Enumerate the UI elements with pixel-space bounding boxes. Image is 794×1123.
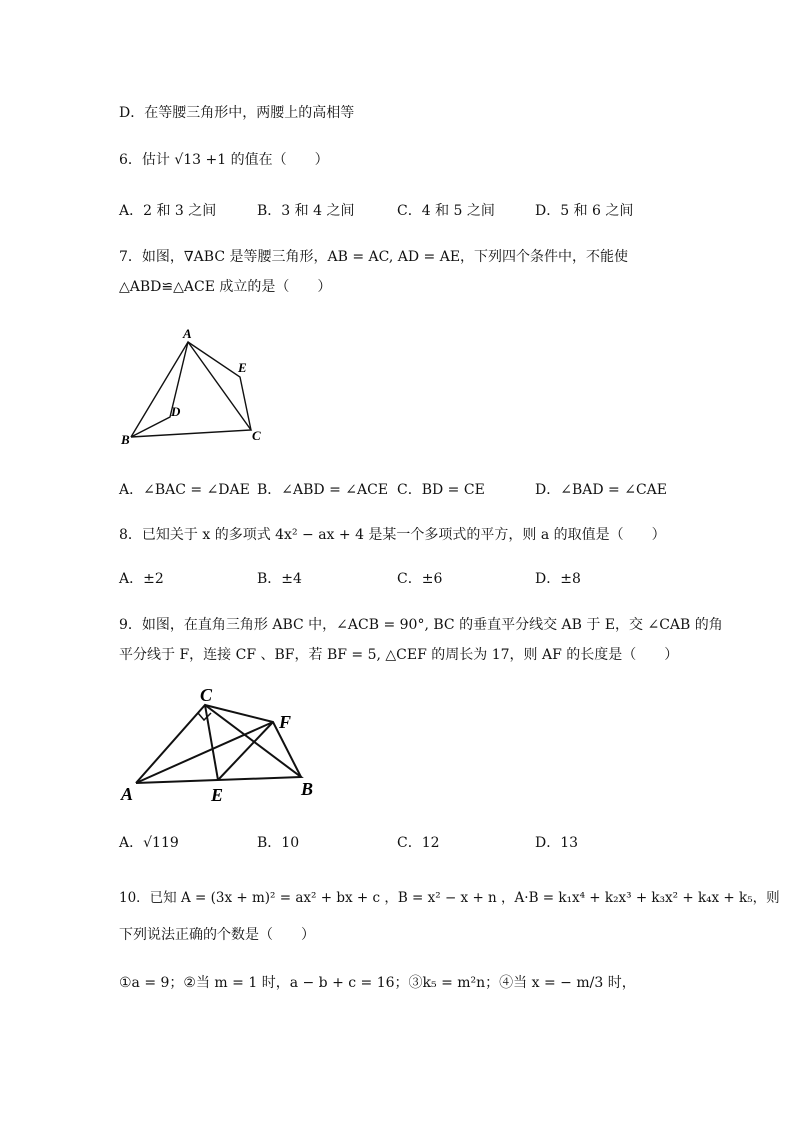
question-10-stem-line3: ①a = 9；②当 m = 1 时，a − b + c = 16；③k₅ = m²n；④当 x = − m/3 时， xyxy=(119,975,636,991)
q6-option-c: C．4 和 5 之间 xyxy=(397,203,495,219)
label-d: D xyxy=(171,404,181,419)
label-e: E xyxy=(211,785,224,805)
q7-figure-lines xyxy=(131,342,251,437)
q5-option-d: D．在等腰三角形中，两腰上的高相等 xyxy=(119,105,355,121)
label-f: F xyxy=(279,712,292,732)
q8-option-d: D．±8 xyxy=(535,571,581,587)
question-9-stem-line2: 平分线于 F，连接 CF 、BF，若 BF = 5, △CEF 的周长为 17，则 AF 的长度是（ ） xyxy=(119,647,679,663)
right-angle-mark xyxy=(198,713,211,720)
question-8-stem: 8．已知关于 x 的多项式 4x² − ax + 4 是某一个多项式的平方，则 a 的取值是（ ） xyxy=(119,527,666,543)
q7-figure xyxy=(115,320,275,450)
q9-figure xyxy=(112,683,332,808)
question-6-stem: 6．估计 √13 +1 的值在（ ） xyxy=(119,152,329,168)
q6-option-d: D．5 和 6 之间 xyxy=(535,203,634,219)
label-a: A xyxy=(121,784,134,804)
q6-option-b: B．3 和 4 之间 xyxy=(257,203,355,219)
label-b: B xyxy=(121,432,130,447)
q8-option-b: B．±4 xyxy=(257,571,302,587)
question-10-stem-line2: 下列说法正确的个数是（ ） xyxy=(119,927,315,943)
label-c: C xyxy=(200,685,213,705)
q7-option-a: A．∠BAC = ∠DAE xyxy=(119,482,250,498)
label-c: C xyxy=(252,428,261,443)
q7-option-d: D．∠BAD = ∠CAE xyxy=(535,482,667,498)
q9-option-c: C．12 xyxy=(397,835,440,851)
q8-option-c: C．±6 xyxy=(397,571,443,587)
label-e: E xyxy=(238,360,247,375)
q8-option-a: A．±2 xyxy=(119,571,164,587)
q7-option-b: B．∠ABD = ∠ACE xyxy=(257,482,389,498)
question-9-stem-line1: 9．如图，在直角三角形 ABC 中，∠ACB = 90°, BC 的垂直平分线交 AB 于 E，交 ∠CAB 的角 xyxy=(119,617,723,633)
triangle-abc xyxy=(131,342,251,437)
q7-option-c: C．BD = CE xyxy=(397,482,485,498)
q9-option-b: B．10 xyxy=(257,835,300,851)
q9-figure-lines xyxy=(136,705,301,783)
segment-af xyxy=(136,722,273,783)
question-7-stem-line1: 7．如图，∇ABC 是等腰三角形，AB = AC, AD = AE，下列四个条件中，不能使 xyxy=(119,249,629,265)
question-10-stem-line1: 10．已知 A = (3x + m)² = ax² + bx + c ，B = x² − x + n ，A·B = k₁x⁴ + k₂x³ + k₃x² + k₄x + k₅，则 xyxy=(119,890,780,906)
label-a: A xyxy=(183,326,192,341)
q6-option-a: A．2 和 3 之间 xyxy=(119,203,217,219)
question-7-stem-line2: △ABD≌△ACE 成立的是（ ） xyxy=(119,279,332,295)
label-b: B xyxy=(301,779,314,799)
q9-option-a: A．√119 xyxy=(119,835,179,851)
q9-option-d: D．13 xyxy=(535,835,579,851)
